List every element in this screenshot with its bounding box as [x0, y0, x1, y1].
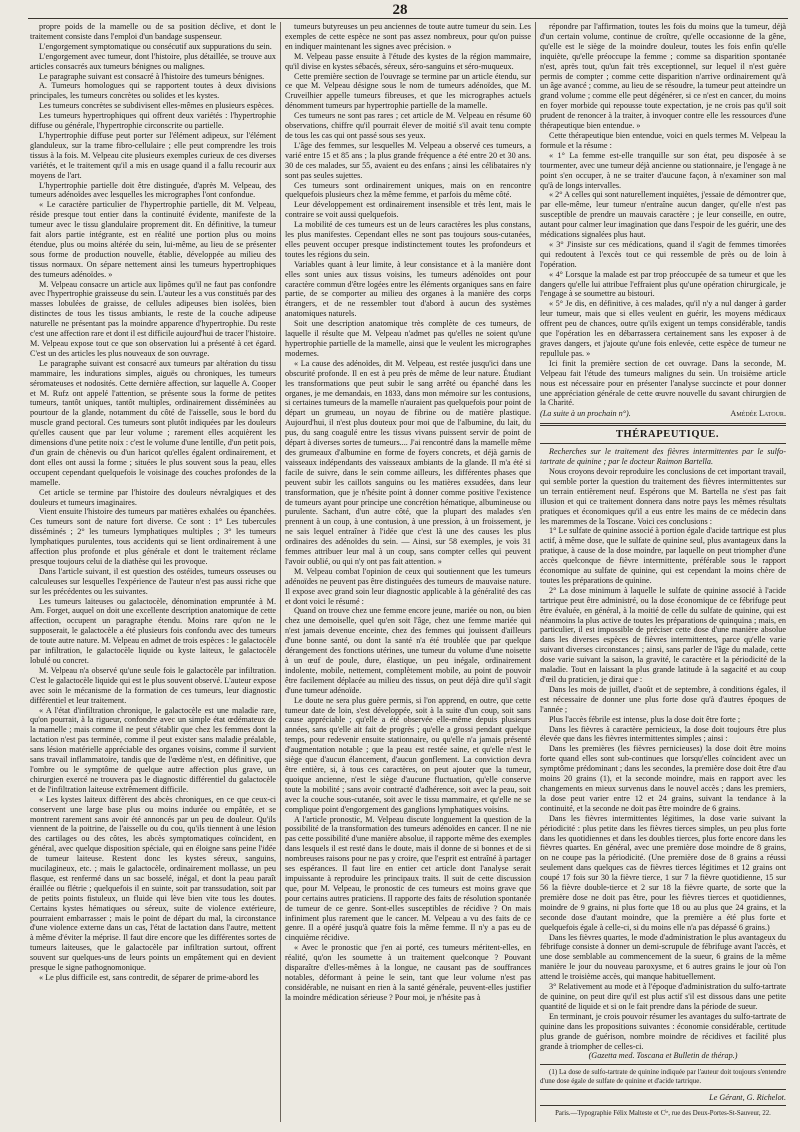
- paragraph: tumeurs butyreuses un peu anciennes de toute autre tumeur du sein. Les exemples de cette espèce ne sont pas assez nombreux, pour qu'on puisse en indiquer maintenant les signes avec précision. »: [285, 22, 531, 51]
- paragraph: Les tumeurs concrètes se subdivisent elles-mêmes en plusieurs espèces.: [39, 101, 274, 111]
- paragraph: Dans les premières (les fièvres pernicieuses) la dose doit être moins forte quand elles sont sub-continues que lorsqu'elles coïncident avec un symptôme prédominant ; dans les secondes, la première dose doit être d'au moins 20 grains (1), et la seconde moindre, mais en rapport avec les changements en mieux survenus dans le nouvel accès ; dans les premiers, la dose peut varier entre 12 et 24 grains, suivant la tendance à la continuité, et la seconde ne doit pas être moindre de 6 grains.: [540, 744, 786, 813]
- printer-rule: [540, 1105, 786, 1106]
- paragraph: « Le caractère particulier de l'hypertrophie partielle, dit M. Velpeau, réside presque tout entier dans la continuité évidente, manifeste de la tumeur avec le tissu glandulaire proprement dit. En définitive, la tumeur fait alors partie intégrante, est en réalité une portion plus ou moins étendue, plus ou moins altérée du sein, lui-même, au lieu de se présenter sous forme de production nouvelle, établie, développée au milieu des tissus normaux. On sépare nettement ainsi les tumeurs hypertrophiques des tumeurs adénoïdes. »: [30, 200, 276, 279]
- paragraph: Plus l'accès fébrile est intense, plus la dose doit être forte ;: [549, 714, 741, 724]
- author-name: Amédée Latour.: [730, 409, 786, 419]
- paragraph: « A l'état d'infiltration chronique, le galactocèle est une maladie rare, qu'on pourrait, à la rigueur, confondre avec un simple état œdémateux de la mamelle ; mais comme il ne peut s'établir que chez les femmes dont la lactation n'est pas terminée, comme il peut exister sans maladie préalable, sans lésion matérielle appréciable des organes voisins, comme il survient sans travail inflammatoire, tandis que de l'œdème n'est, en définitive, que l'ombre ou le symptôme de quelque autre affection plus grave, un chirurgien exercé ne trouvera pas le diagnostic différentiel du galactocèle et de l'infiltration laiteuse extrêmement difficile.: [30, 705, 276, 794]
- paragraph: Ici finit la première section de cet ouvrage. Dans la seconde, M. Velpeau fait l'étude des tumeurs malignes du sein. Un troisième article nous est nécessaire pour en présenter l'analyse succincte et pour donner une appréciation générale de cette œuvre nouvelle du savant chirurgien de la Charité.: [540, 358, 786, 408]
- paragraph: répondre par l'affirmation, toutes les fois du moins que la tumeur, déjà d'un certain volume, continue de croître, qu'elle occasionne de la gêne, qu'elle est le siège de la moindre douleur, toutes les fois enfin qu'elle inquiète, qu'elle préoccupe la femme ; comme sa disparition spontanée n'est, après tout, qu'un fait très exceptionnel, sur lequel il n'est guère permis de compter ; comme cette disparition n'arrive ordinairement qu'à un âge avancé ; comme, au lieu de se résoudre, la tumeur peut atteindre un grand volume ; comme elle peut dégénérer, si ce n'est en cancer, du moins en foyer morbide qui repousse toute expectation, je ne crois pas qu'il soit prudent de renoncer à la traiter, à invoquer contre elle les ressources d'une thérapeutique bien entendue. »: [540, 22, 786, 131]
- paragraph: M. Velpeau passe ensuite à l'étude des kystes de la région mammaire, qu'il divise en kystes sébacés, séreux, séro-sanguins et séro-muqueux.: [285, 51, 531, 71]
- paragraph: La mobilité de ces tumeurs est un de leurs caractères les plus constans, les plus manifestes. Cependant elles ne sont pas toujours sous-cutanées, elles peuvent occuper presque indistinctement toutes les profondeurs et toutes les régions du sein.: [285, 220, 531, 259]
- header-rule: [28, 18, 788, 19]
- paragraph: « 2° A celles qui sont naturellement inquiètes, j'essaie de démontrer que, par elle-même, leur tumeur n'entraîne aucun danger, qu'elle n'est pas susceptible de prendre un mauvais caractère ; je leur conseille, en outre, autant pour calmer leur imagination que dans l'espoir de les guérir, une des médications signalées plus haut.: [540, 190, 786, 240]
- footnote-rule: [540, 1064, 786, 1065]
- printer-imprint: Paris.—Typographie Félix Malteste et Cⁱᵉ, rue des Deux-Portes-St-Sauveur, 22.: [555, 1110, 771, 1118]
- column-3: [540, 22, 786, 1122]
- page-number: 28: [392, 2, 408, 18]
- paragraph: L'hypertrophie diffuse peut porter sur l'élément adipeux, sur l'élément glanduleux, sur la trame fibro-cellulaire ; elle peut comprendre les trois tissus à la fois. M. Velpeau cite plusieurs exemples curieux de ces diverses variétés, et le traitement qu'il a mis en usage quand il a fallu recourir aux moyens de l'art.: [30, 130, 276, 180]
- paragraph: Quand on trouve chez une femme encore jeune, mariée ou non, ou bien chez une demoiselle, quel qu'en soit l'âge, chez une femme mariée qui n'est jamais devenue enceinte, chez des femmes qui jouissent d'ailleurs d'une bonne santé, ou dont la santé n'a été troublée que par quelque dérangement des fonctions utérines, une tumeur du volume d'une noisette à un œuf de poule, dure, élastique, un peu inégale, ordinairement indolente, mobile, nettement, complètement mobile, au point de pouvoir être facilement déplacée au milieu des tissus, on peut déjà dire qu'il s'agit d'une tumeur adénoïde.: [285, 606, 531, 695]
- paragraph: Dans les mois de juillet, d'août et de septembre, à conditions égales, il est nécessaire de donner une plus forte dose qu'à d'autres époques de l'année ;: [540, 684, 786, 714]
- gerant-rule: [540, 1089, 786, 1090]
- paragraph: Ces tumeurs ne sont pas rares ; cet article de M. Velpeau en résume 60 observations, chiffre qu'il pourrait élever de moitié s'il avait tenu compte de tous les cas qui ont passé sous ses yeux.: [285, 111, 531, 140]
- paragraph: « 4° Lorsque la malade est par trop préoccupée de sa tumeur et que les dangers qu'elle lui attribue l'effraient plus qu'une opération chirurgicale, je l'engage à se soumettre au bistouri.: [540, 269, 786, 299]
- paragraph: « Les kystes laiteux diffèrent des abcès chroniques, en ce que ceux-ci conservent une large base plus ou moins indurée ou empâtée, et se montrent rarement sans avoir été annoncés par un peu de douleur. Qu'ils viennent de la poitrine, de l'aisselle ou du cou, qu'ils tiennent à une lésion des cartilages ou des côtes, les abcès symptomatiques coïncident, en général, avec quelque disposition spéciale, qui en éloigne sans peine l'idée de tumeur laiteuse. Restent donc les kystes séreux, sanguins, mucilagineux, etc. ; mais le galactocèle, ordinairement mollasse, un peu flasque, est renfermé dans un sac bosselé, inégal, et dont la peau paraît éraillée ou flétrie ; quelquefois il en suinte, soit par transsudation, soit par de petits points fistuleux, un fluide qui lève bien vite tous les doutes. Certains kystes hématiques ou séreux, suite de violence extérieure, pourraient embarrasser ; mais le point de départ du mal, la circonstance d'une violence externe dans un cas, l'état de lactation dans l'autre, mettent à même d'éviter la méprise. Il faut dire encore que les différentes sortes de tumeurs laiteuses, que le galactocèle par infiltration surtout, offrent souvent sur quelques-uns de leurs points un empâtement qui en devient presque le signe pathognomonique.: [30, 794, 276, 973]
- article-signature: [540, 409, 786, 419]
- paragraph: L'engorgement avec tumeur, dont l'histoire, plus détaillée, se trouve aux articles consacrés aux tumeurs bénignes ou malignes.: [30, 51, 276, 71]
- paragraph: Les tumeurs laiteuses ou galactocèle, dénomination empruntée à M. Am. Forget, auquel on doit une excellente description anatomique de cette affection, occupent un paragraphe étendu. Moins rare qu'on ne le supposerait, le galactocèle a été plusieurs fois confondu avec des tumeurs de toute autre nature. M. Velpeau en admet de trois espèces : le galactocèle par infiltration, le galactocèle liquide ou kyste laiteux, le galactocèle lobulé ou concret.: [30, 596, 276, 665]
- paragraph: Dans l'article suivant, il est question des ostéides, tumeurs osseuses ou calculeuses sur lesquelles l'expérience de l'auteur n'est pas aussi riche que sur les précédentes ou les suivantes.: [30, 566, 276, 596]
- section-rule: [540, 423, 786, 426]
- paragraph: « 5° Je dis, en définitive, à ces malades, qu'il n'y a nul danger à garder leur tumeur, mais que si elles veulent en guérir, les moyens médicaux offrent peu de chances, outre qu'ils exigent un temps considérable, tandis que l'opération les en débarrassera certainement sans les exposer à de graves dangers, et j'ajoute qu'une fois enlevée, cette espèce de tumeur ne repullule pas. »: [540, 299, 786, 358]
- paragraph: Le paragraphe suivant est consacré à l'histoire des tumeurs bénignes.: [39, 71, 265, 81]
- paragraph: « Le plus difficile est, sans contredit, de séparer de prime-abord les: [39, 973, 259, 982]
- paragraph: Les tumeurs hypertrophiques qui offrent deux variétés : l'hypertrophie diffuse ou générale, l'hypertrophie circonscrite ou partielle.: [30, 111, 276, 131]
- paragraph: 3° Relativement au mode et à l'époque d'administration du sulfo-tartrate de quinine, on peut dire qu'il est plus actif s'il est dissous dans une petite quantité de liquide et si on le fait prendre dans la période de sueur.: [540, 982, 786, 1011]
- column-divider: [535, 22, 536, 1122]
- footnote: (1) La dose de sulfo-tartrate de quinine indiquée par l'auteur doit toujours s'entendre d'une dose égale de sulfate de quinine et d'acide tartrique.: [540, 1068, 786, 1085]
- section-title: THÉRAPEUTIQUE.: [615, 429, 720, 441]
- paragraph: Variables quant à leur limite, à leur consistance et à la manière dont elles sont unies aux tissus voisins, les tumeurs adénoïdes ont pour caractère commun d'être logées entre les éléments organiques sans en faire partie, de se comporter au milieu des organes à la manière des corps étrangers, et de ne ressembler tout d'abord à aucun des systèmes anatomiques naturels.: [285, 259, 531, 319]
- column-2: [285, 22, 531, 1122]
- continuation-note: (La suite à un prochain n°).: [540, 409, 631, 419]
- paragraph: Le paragraphe suivant est consacré aux tumeurs par altération du tissu mammaire, les indurations simples, aiguës ou chroniques, les tumeurs séromateuses et nodosités. Cette dernière affection, sur laquelle A. Cooper et M. Rufz ont appelé l'attention, se présente sous la forme de petites tumeurs, tantôt uniques, tantôt multiples, ordinairement disséminées au pourtour de la glande, notamment du côté de l'aisselle, sous le bord du muscle grand pectoral. Ces tumeurs sont plutôt indiquées par les douleurs qu'elles causent que par leur volume ; rarement elles acquièrent les dimensions d'une petite noix : c'est le volume d'une lentille, d'un petit pois, d'un grain de chènevis ou d'un haricot qu'elles égalent ordinairement, et dont elles ont aussi la forme ; situées le plus souvent sous la peau, elles occupent cependant quelquefois le voisinage des couches profondes de la mamelle.: [30, 358, 276, 487]
- paragraph: « La cause des adénoïdes, dit M. Velpeau, est restée jusqu'ici dans une obscurité profonde. Il en est à peu près de même de leur nature. Étudiant les transformations que peut subir le sang arrêté ou épanché dans les organes, je me demandais, en 1833, dans mon mémoire sur les contusions, si certaines tumeurs de la mamelle n'auraient pas quelquefois pour point de départ un grumeau, un noyau de fibrine ou de matière plastique. Aujourd'hui, il n'est plus douteux pour moi que de l'albumine, du lait, du pus, du sang coagulé entre les tissus vivans puissent servir de point de départ à diverses sortes de tumeurs.... J'ai rencontré dans la mamelle même des grumeaux d'albumine en forme de foyers concrets, et déjà garnis de vaisseaux indépendants des vaisseaux ambiants de la glande. Il m'a été si facile de suivre, dans le sein comme ailleurs, les différentes phases que peuvent subir les caillots sanguins ou les matières exsudées, dans leur transformation, que je n'hésite point à donner comme positive l'existence de tumeurs ayant pour principe une concrétion hématique, albumineuse ou purulente. Sachant, d'un autre côté, que la plupart des malades s'en prennent à un coup, à une contusion, à une pression, à un froissement, je ne sais lequel entraîner à l'idée que c'est là une des causes les plus ordinaires des adénoïdes du sein. — Ainsi, sur 58 exemples, je vois 31 femmes attribuer leur mal à un coup, sans compter celles qui peuvent l'avoir oublié, ou qui n'y ont pas fait attention. »: [285, 358, 531, 566]
- paragraph: « 1° La femme est-elle tranquille sur son état, peu disposée à se tourmenter, avec une tumeur déjà ancienne ou stationnaire, je l'engage à ne point s'en occuper, à ne se traiter d'aucune façon, à n'examiner son mal qu'à de longs intervalles.: [540, 150, 786, 190]
- article-subtitle: Recherches sur le traitement des fièvres intermittentes par le sulfo-tartrate de quinine ; par le docteur Raimon Bartella.: [540, 447, 786, 467]
- paragraph: A l'article pronostic, M. Velpeau discute longuement la question de la possibilité de la transformation des tumeurs adénoïdes en cancer. Il ne nie pas cette possibilité d'une manière absolue, il rapporte même des exemples dans lesquels il est resté dans le doute, mais il donne de si bonnes et de si nombreuses raisons pour ne pas y croire, que l'esprit est entraîné à partager ses espérances. Il faut lire en entier cet article dont l'analyse serait impuissante à reproduire les principaux traits. Il suit de cette discussion que, pour M. Velpeau, le pronostic de ces tumeurs est moins grave que pour certains autres praticiens. Il rapporte des faits de résolution spontanée de tumeur de ce genre. Sont-elles susceptibles de récidive ? On mais infiniment plus rarement que le cancer. M. Velpeau a vu des faits de ce genre. Il a opéré jusqu'à quatre fois la même femme. Il n'y a pas eu de cinquième récidive.: [285, 814, 531, 943]
- paragraph: M. Velpeau combat l'opinion de ceux qui soutiennent que les tumeurs adénoïdes ne peuvent pas être distinguées des tumeurs de mauvaise nature. Il expose avec grand soin leur diagnostic applicable à la généralité des cas et dont voici le résumé :: [285, 566, 531, 606]
- paragraph: Ces tumeurs sont ordinairement uniques, mais on en rencontre quelquefois plusieurs chez la même femme, et parfois du même côté.: [285, 180, 531, 200]
- paragraph: L'hypertrophie partielle doit être distinguée, d'après M. Velpeau, des tumeurs adénoïdes avec lesquelles les micrographes l'ont confondue.: [30, 180, 276, 200]
- paragraph: Soit une description anatomique très complète de ces tumeurs, de laquelle il résulte que M. Velpeau n'admet pas qu'elles ne soient qu'une hypertrophie partielle de la mamelle, ainsi que le veulent les micrographes modernes.: [285, 319, 531, 358]
- paragraph: Cette thérapeutique bien entendue, voici en quels termes M. Velpeau la formule et la résume :: [540, 130, 786, 150]
- paragraph: 1° Le sulfate de quinine associé à portion égale d'acide tartrique est plus actif, à même dose, que le sulfate de quinine seul, plus avantageux dans la pratique, à cause de la dose moindre, par laquelle on peut triompher d'une accès quelconque de fièvre intermittente, préférable sous le rapport économique au sulfate de quinine, qui est cependant la moins chère de toutes les préparations de quinine.: [540, 526, 786, 585]
- paragraph: « Avec le pronostic que j'en ai porté, ces tumeurs méritent-elles, en réalité, qu'on les soumette à un traitement quelconque ? Pouvant disparaître d'elles-mêmes à la longue, ne causant pas de souffrances notables, déformant à peine le sein, tant que leur volume n'est pas considérable, ne nuisant en rien à la santé générale, peuvent-elles justifier la moindre médication sérieuse ? Pour moi, je n'hésite pas à: [285, 943, 531, 1002]
- paragraph: A. Tumeurs homologues qui se rapportent toutes à deux divisions principales, les tumeurs concrètes ou solides et les kystes.: [30, 81, 276, 101]
- managing-editor: Le Gérant, G. Richelot.: [709, 1092, 786, 1102]
- paragraph: Le doute ne sera plus guère permis, si l'on apprend, en outre, que cette tumeur date de loin, s'est développée, soit à la suite d'un coup, soit sans cause appréciable ; qu'elle a été observée elle-même depuis plusieurs années, sans qu'elle ait fait de progrès ; qu'elle a grossi pendant quelque temps, pour redevenir ensuite stationnaire, ou qu'elle n'a jamais présenté d'augmentation notable ; que la peau est restée saine, et qu'elle n'est le siège que d'aucun élancement, d'aucun gonflement. La conviction devra être entière, si, à tous ces caractères, on peut ajouter que la tumeur, quoique ancienne, n'est le siège d'aucune fluctuation, qu'elle conserve toute la mobilité ; sans avoir contracté d'adhérence, soit avec la peau, soit avec la couche sous-cutanée, soit avec le tissu mammaire, et qu'elle ne se complique point d'engorgement des ganglions lymphatiques voisins.: [285, 695, 531, 814]
- paragraph: Cette première section de l'ouvrage se termine par un article étendu, sur ce que M. Velpeau désigne sous le nom de tumeurs adénoïdes, que M. Cruveilhier appelle tumeurs fibreuses, et que les micrographes actuels dénomment tumeurs par hypertrophie partielle de la mamelle.: [285, 71, 531, 111]
- paragraph: M. Velpeau consacre un article aux lipômes qu'il ne faut pas confondre avec l'hypertrophie graisseuse du sein. L'auteur les a vus constitués par des masses lobulées de graisse, de cellules adipeuses bien isolées, bien distinctes de tous les tissus ambiants, le reste de la couche adipeuse naturelle ne présentant pas la moindre apparence d'hypertrophie. Du reste c'est une affection rare et dont il est difficile aujourd'hui de tracer l'histoire. M. Velpeau expose tout ce que son observation lui a présenté à cet égard. C'est un des articles les plus nouveaux de son ouvrage.: [30, 279, 276, 358]
- paragraph: M. Velpeau n'a observé qu'une seule fois le galactocèle par infiltration. C'est le galactocèle liquide qui est le plus souvent observé. L'auteur expose avec soin le mécanisme de la formation de ces tumeurs, leur diagnostic différentiel et leur traitement.: [30, 665, 276, 705]
- paragraph: Vient ensuite l'histoire des tumeurs par matières exhalées ou épanchées. Ces tumeurs sont de nature fort diverse. Ce sont : 1° Les tubercules disséminés ; 2° les tumeurs lymphatiques multiples ; 3° les tumeurs lymphatiques purulentes, tous accidents qui se lient ordinairement à une affection plus profonde et plus générale et dont le traitement réclame presque toujours celui de la diathèse qui les provoque.: [30, 507, 276, 566]
- paragraph: Cet article se termine par l'histoire des douleurs névralgiques et des douleurs et tumeurs imaginaires.: [30, 487, 276, 507]
- paragraph: « 3° J'insiste sur ces médications, quand il s'agit de femmes timorées qui redoutent à l'excès tout ce qui ressemble de près ou de loin à l'opération.: [540, 239, 786, 269]
- paragraph: Dans les fièvres intermittentes légitimes, la dose varie suivant la périodicité : plus petite dans les fièvres tierces simples, un peu plus forte dans les quotidiennes et dans les doubles tierces, plus forte encore dans les fièvres quartes. En général, avec une première dose moindre de 8 grains, on ne coupe pas la périodicité. (Une première dose de 8 grains a réussi seulement dans quelques cas de fièvres tierces légitimes et 12 grains ont coupé 17 fois sur 30 la fièvre tierce, 1 sur 7 la fièvre quotidienne, 15 sur 56 la fièvre double-tierce et 2 sur 18 la fièvre quarte, de sorte que la première dose ne doit pas être, pour les fièvres tierces et quotidiennes, moindre de 9 grains, ni plus forte que 18 ou au plus que 24 grains, et la seconde dose d'autant moindre, que la première a été plus forte et quelquefois égale à celle-ci, si du moins elle n'a pas dépassé 6 grains.): [540, 813, 786, 932]
- paragraph: propre poids de la mamelle ou de sa position déclive, et dont le traitement consiste dans l'emploi d'un bandage suspenseur.: [30, 22, 276, 41]
- paragraph: 2° La dose minimum à laquelle le sulfate de quinine associé à l'acide tartrique peut être administré, ou la dose économique de ce fébrifuge peut être évaluée, en général, à la moitié de celle du sulfate de quinine, qui est néanmoins la plus active de toutes les préparations de quinquina ; mais, en particulier, il est impossible de préciser cette dose d'une manière absolue dans les diverses espèces de fièvres intermittentes, parce qu'elle varie suivant diverses circonstances ; ainsi, sans parler de l'âge du malade, cette dose varie suivant la saison, la gravité, le caractère et la périodicité de la maladie. Tout en laissant la plus grande latitude à la sagacité et au coup d'œil du praticien, je dirai que :: [540, 585, 786, 684]
- title-rule: [540, 443, 786, 444]
- column-divider: [280, 22, 281, 1122]
- paragraph: Dans les fièvres quartes, le mode d'administration le plus avantageux du fébrifuge consiste à donner un demi-scrupule de fébrifuge avant l'accès, et une dose semblable au commencement de la sueur, 6 grains de la même manière le jour du nouveau paroxysme, et 6 autres grains le jour où l'on attend le troisième accès, qui manque habituellement.: [540, 932, 786, 982]
- paragraph: L'âge des femmes, sur lesquelles M. Velpeau a observé ces tumeurs, a varié entre 15 et 85 ans ; la plus grande fréquence a été entre 20 et 30 ans. 30 de ces malades, sur 55, avaient eu des enfans ; ainsi les célibataires n'y sont pas seules sujettes.: [285, 140, 531, 180]
- column-1: [30, 22, 276, 1122]
- source-citation: (Gazetta med. Toscana et Bulletin de thérap.): [588, 1051, 738, 1061]
- paragraph: Nous croyons devoir reproduire les conclusions de cet important travail, qui semble porter la question du traitement des fièvres intermittentes sur un terrain entièrement neuf. Espérons que M. Bartella ne s'est pas fait illusion et qui ce traitement donnera dans notre pays les mêmes résultats pratiques et économiques qu'il a eus entre les mains de ce médecin dans les maremmes de la Toscane. Voici ces conclusions :: [540, 466, 786, 526]
- paragraph: Leur développement est ordinairement insensible et très lent, mais le contraire se voit aussi quelquefois.: [285, 200, 531, 220]
- paragraph: En terminant, je crois pouvoir résumer les avantages du sulfo-tartrate de quinine dans les propositions suivantes : économie considérable, certitude plus grande de guérison, nombre moindre de récidives et facilité plus grande à triompher de celles-ci.: [540, 1011, 786, 1051]
- paragraph: L'engorgement symptomatique ou consécutif aux suppurations du sein.: [39, 41, 272, 51]
- paragraph: Dans les fièvres à caractère pernicieux, la dose doit toujours être plus élevée que dans les fièvres intermittentes simples ; ainsi :: [540, 724, 786, 744]
